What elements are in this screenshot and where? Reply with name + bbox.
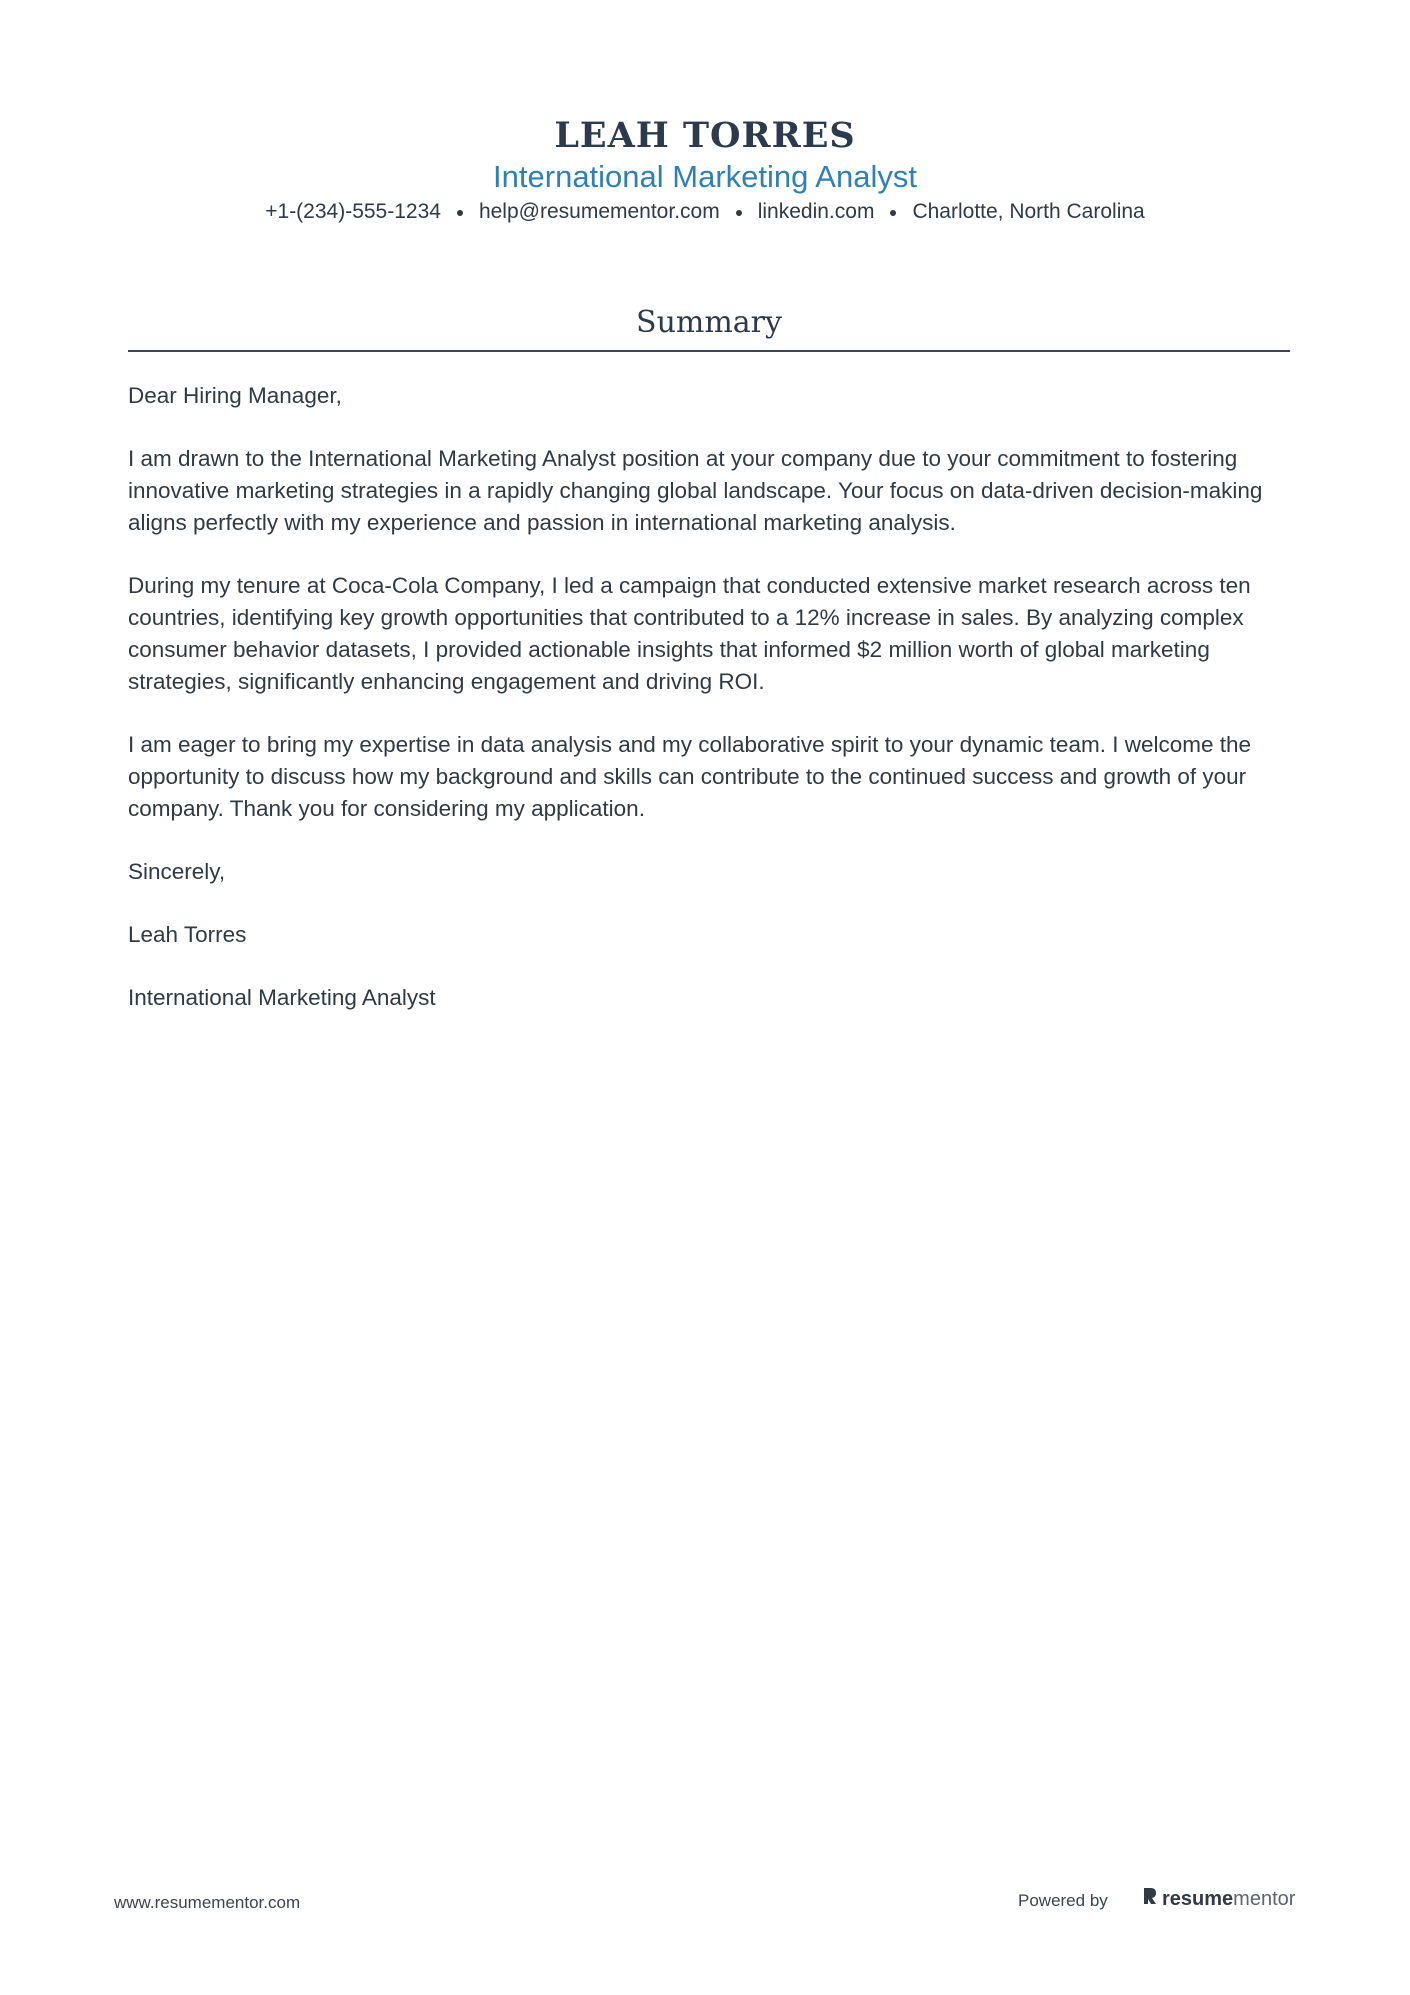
brand-name-bold: resume [1162, 1887, 1234, 1910]
brand-logo[interactable] [1142, 1886, 1295, 1912]
contact-location: Charlotte, North Carolina [912, 200, 1145, 223]
resumementor-logo-icon [1142, 1886, 1158, 1912]
candidate-title: International Marketing Analyst [493, 159, 917, 194]
powered-by-label: Powered by [1018, 1891, 1108, 1910]
footer-website-link[interactable]: www.resumementor.com [114, 1893, 301, 1912]
signature-name: Leah Torres [128, 922, 247, 947]
letter-paragraph: I am drawn to the International Marketing Analyst position at your company due to your commitment to fostering innovative marketing strategies in a rapidly changing global landscape. Your focus on data-driven decision-making aligns perfectly with my experience and passion in international marketing analysis. [128, 446, 1263, 535]
letter-header [0, 112, 1410, 227]
contact-phone: +1-(234)-555-1234 [265, 200, 441, 223]
section-heading-summary: Summary [128, 302, 1290, 352]
brand-name-light: mentor [1233, 1887, 1296, 1910]
letter-greeting: Dear Hiring Manager, [128, 383, 342, 408]
letter-body [128, 380, 1290, 1045]
bullet-separator [890, 210, 896, 216]
letter-paragraph: During my tenure at Coca-Cola Company, I led a campaign that conducted extensive market research across ten countries, identifying key growth opportunities that contributed to a 12% increase in sales. By analyzing complex consumer behavior datasets, I provided actionable insights that informed $2 million worth of global marketing strategies, significantly enhancing engagement and driving ROI. [128, 573, 1251, 694]
candidate-name: LEAH TORRES [554, 115, 856, 156]
contact-line [0, 197, 1410, 227]
signature-title: International Marketing Analyst [128, 985, 436, 1010]
bullet-separator [736, 210, 742, 216]
contact-email[interactable]: help@resumementor.com [478, 200, 720, 223]
letter-closing: Sincerely, [128, 859, 226, 884]
bullet-separator [457, 210, 463, 216]
letter-paragraph: I am eager to bring my expertise in data analysis and my collaborative spirit to your dynamic team. I welcome the opportunity to discuss how my background and skills can contribute to the continued success and growth of your company. Thank you for considering my application. [128, 732, 1252, 821]
contact-linkedin[interactable]: linkedin.com [757, 200, 875, 223]
